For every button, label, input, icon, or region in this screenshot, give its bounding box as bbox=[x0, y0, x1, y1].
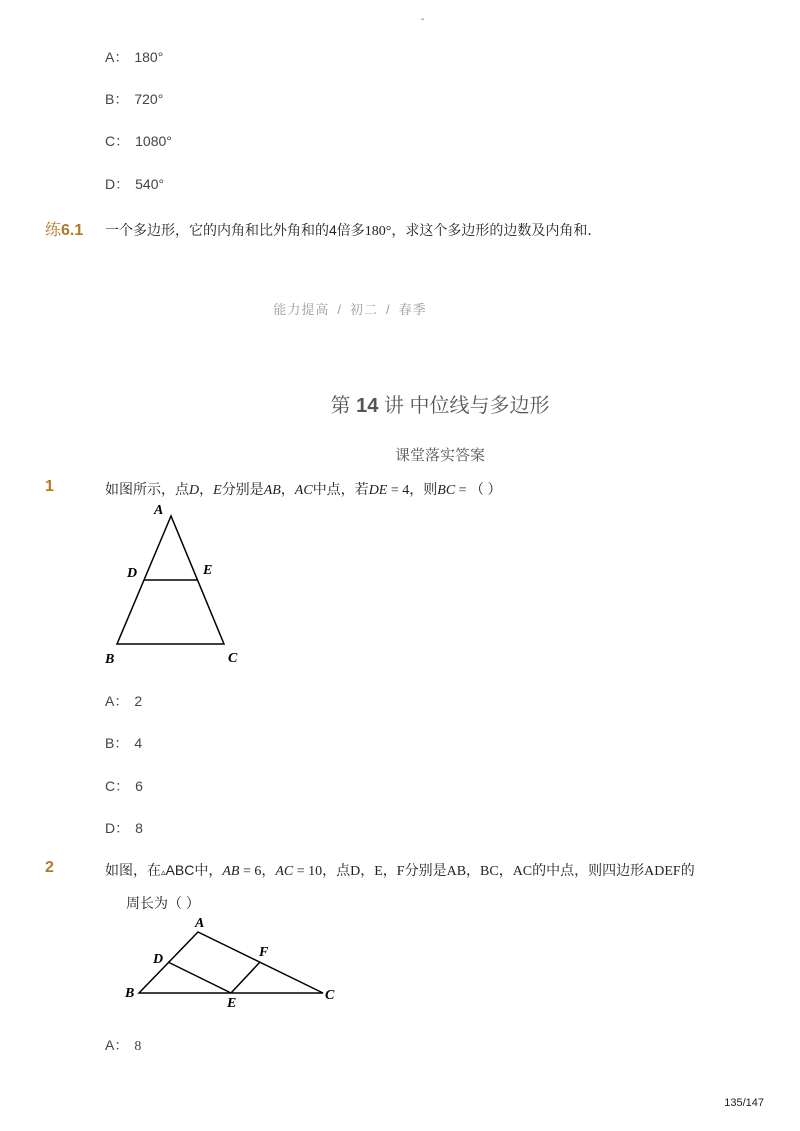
text: = 4，则 bbox=[387, 483, 438, 498]
option-b[interactable] bbox=[105, 89, 163, 109]
label-d: D bbox=[153, 952, 164, 967]
breadcrumb-item: 春季 bbox=[398, 302, 427, 317]
option-a[interactable] bbox=[105, 47, 163, 67]
question-text-line2: 周长为（ ） bbox=[126, 895, 200, 911]
option-b[interactable] bbox=[105, 733, 142, 753]
option-letter: C： bbox=[105, 778, 130, 794]
text: 如图所示，点 bbox=[105, 481, 189, 497]
option-value: 720° bbox=[134, 91, 164, 107]
option-letter: A： bbox=[105, 693, 129, 709]
label-e: E bbox=[203, 563, 213, 578]
text: ABC中， bbox=[165, 862, 223, 878]
text: ， bbox=[199, 481, 214, 497]
math-var: AB bbox=[222, 864, 240, 879]
option-value: 6 bbox=[135, 778, 143, 794]
text: = （ ） bbox=[455, 483, 502, 498]
label-e: E bbox=[227, 996, 237, 1011]
page-number: 135/147 bbox=[724, 1097, 764, 1109]
option-value: 540° bbox=[135, 176, 165, 192]
question-number: 2 bbox=[45, 859, 54, 876]
breadcrumb bbox=[0, 299, 700, 318]
option-letter: D： bbox=[105, 176, 130, 192]
option-letter: B： bbox=[105, 735, 129, 751]
question-number: 1 bbox=[45, 478, 54, 495]
lecture-number: 14 bbox=[356, 395, 379, 417]
option-letter: A： bbox=[105, 49, 129, 65]
option-value: 2 bbox=[134, 693, 143, 709]
label-d: D bbox=[127, 566, 138, 581]
label-a: A bbox=[195, 916, 205, 931]
math-var: DE bbox=[368, 483, 388, 498]
text: = 6， bbox=[239, 864, 276, 879]
section-title: 课堂落实答案 bbox=[394, 447, 485, 464]
option-value: 4 bbox=[134, 735, 143, 751]
practice-prefix: 练 bbox=[45, 222, 62, 239]
question-text bbox=[105, 860, 695, 880]
text: 一个多边形，它的内角和比外角和的4倍多 bbox=[105, 222, 365, 238]
option-letter: C： bbox=[105, 133, 130, 149]
triangle-lines bbox=[139, 932, 323, 993]
option-c[interactable] bbox=[105, 776, 143, 796]
lecture-title bbox=[0, 389, 800, 418]
text: 中点，若 bbox=[312, 481, 369, 497]
practice-label bbox=[45, 217, 83, 240]
option-letter: D： bbox=[105, 820, 130, 836]
text: ，求这个多边形的边数及内角和． bbox=[391, 222, 602, 238]
breadcrumb-separator: / bbox=[386, 302, 391, 317]
math-var: AB bbox=[263, 483, 281, 498]
text: 如图，在 bbox=[105, 862, 161, 878]
triangle-symbol: ▵ bbox=[161, 867, 166, 877]
math-var: D bbox=[189, 483, 200, 498]
math-var: AC bbox=[275, 864, 294, 879]
text: 分别是 bbox=[221, 481, 264, 497]
label-b: B bbox=[125, 986, 135, 1001]
option-value: 1080° bbox=[135, 133, 172, 149]
label-c: C bbox=[228, 651, 238, 666]
math-value: 180° bbox=[364, 224, 392, 239]
option-value: 8 bbox=[134, 1039, 142, 1054]
option-a[interactable] bbox=[105, 691, 142, 711]
lecture-name: 讲 中位线与多边形 bbox=[383, 395, 550, 417]
option-value: 8 bbox=[135, 820, 143, 836]
triangle-figure-2 bbox=[115, 912, 345, 1012]
question-text bbox=[105, 479, 502, 499]
label-c: C bbox=[325, 988, 335, 1003]
breadcrumb-item: 能力提高 bbox=[273, 302, 330, 317]
practice-number: 6.1 bbox=[61, 222, 84, 239]
label-b: B bbox=[105, 652, 115, 667]
segment-de bbox=[168, 962, 231, 993]
breadcrumb-separator: / bbox=[337, 302, 342, 317]
triangle-figure-1 bbox=[100, 498, 250, 670]
breadcrumb-item: 初二 bbox=[349, 302, 378, 317]
option-value: 180° bbox=[134, 49, 164, 65]
math-var: BC bbox=[437, 483, 456, 498]
label-f: F bbox=[259, 945, 269, 960]
label-a: A bbox=[154, 503, 164, 518]
practice-question bbox=[105, 220, 601, 240]
text: ， bbox=[280, 481, 295, 497]
math-var: AC bbox=[294, 483, 313, 498]
lecture-prefix: 第 bbox=[330, 395, 351, 417]
option-d[interactable] bbox=[105, 174, 164, 194]
math-var: E bbox=[213, 483, 222, 498]
option-letter: B： bbox=[105, 91, 129, 107]
text: = 10，点D，E，F分别是AB，BC，AC的中点，则四边形ADEF的 bbox=[293, 864, 695, 879]
option-c[interactable] bbox=[105, 131, 172, 151]
triangle-abc bbox=[139, 932, 323, 993]
option-a[interactable] bbox=[105, 1035, 141, 1055]
header-mark: - bbox=[421, 14, 425, 25]
option-letter: A： bbox=[105, 1037, 129, 1053]
option-d[interactable] bbox=[105, 818, 143, 838]
segment-ef bbox=[231, 962, 260, 993]
